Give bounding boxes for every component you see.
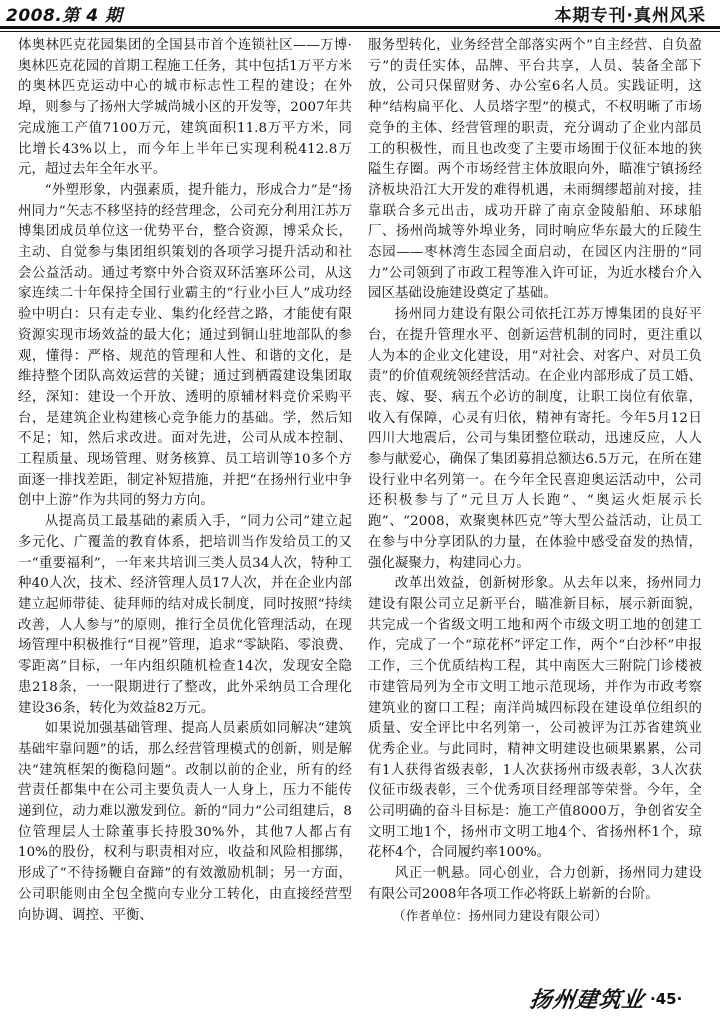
page-number: ·45·	[650, 990, 683, 1008]
article-paragraph: 风正一帆悬。同心创业，合力创新，扬州同力建设有限公司2008年各项工作必将跃上崭新的台阶。	[368, 866, 702, 902]
issue-label: 2008.第 4 期	[6, 5, 123, 26]
article-column-left	[18, 36, 352, 976]
section-title: 本期专刊·真州风采	[554, 5, 706, 26]
header-rule-thin	[0, 31, 720, 32]
article-paragraph: “外塑形象，内强素质，提升能力，形成合力”是“扬州同力”矢志不移坚持的经营理念，公司充分利用江苏万博集团成员单位这一优势平台，整合资源，博采众长，主动、自觉参与集团组织策划的各项学习提升活动和社会公益活动。通过考察中外合资双环活塞环公司，从这家连续二十年保持全国行业霸主的“行业小巨人”成功经验中明白：只有走专业、集约化经营之路，才能使有限资源实现市场效益的最大化；通过到铜山驻地部队的参观，懂得：严格、规范的管理和人性、和谐的文化，是维持整个团队高效运营的关键；通过到栖霞建设集团取经，深知：建设一个开放、透明的原辅材料竞价采购平台，是建筑企业构建核心竞争能力的基础。学，然后知不足；知，然后求改进。面对先进，公司从成本控制、工程质量、现场管理、财务核算、员工培训等10多个方面逐一排找差距，制定补短措施，并把“在扬州行业中争创中上游”作为共同的努力方向。	[18, 182, 352, 509]
magazine-logo: 扬州建筑业	[527, 987, 647, 1013]
page-header	[0, 0, 720, 26]
header-rule-thick	[0, 26, 720, 29]
article-paragraph: 扬州同力建设有限公司依托江苏万博集团的良好平台，在提升管理水平、创新运营机制的同时，更注重以人为本的企业文化建设，用“对社会、对客户、对员工负责”的价值观统领经营活动。在企业内部形成了员工婚、丧、嫁、娶、病五个必访的制度，让职工岗位有依靠，收入有保障，心灵有归依，精神有寄托。今年5月12日四川大地震后，公司与集团整位联动，迅速反应，人人参与献爱心，确保了集团募捐总额达6.5万元，在所在建设行业中名列第一。在今年全民喜迎奥运活动中，公司还积极参与了“元旦万人长跑”、“奥运火炬展示长跑”、“2008，欢聚奥林匹克”等大型公益活动，让员工在参与中分享团队的力量，在体验中感受奋发的热情，强化凝聚力，构建同心力。	[368, 307, 702, 571]
article-column-right	[368, 36, 702, 976]
article-paragraph: 服务型转化，业务经营全部落实两个“自主经营、自负盈亏”的责任实体，品牌、平台共享，人员、装备全部下放，公司只保留财务、办公室6名人员。实践证明，这种“结构扁平化、人员塔字型”的模式，不权明晰了市场竞争的主体、经营管理的职责，充分调动了企业内部员工的积极性，而且也改变了主要市场囿于仪征本地的狭隘生存圈。两个市场经营主体放眼向外，瞄准宁镇扬经济板块沿江大开发的难得机遇，未雨绸缪超前对接，挂靠联合多元出击，成功开辟了南京金陵船舶、环球船厂、扬州尚城等外埠业务，同时响应华东最大的丘陵生态园——枣林湾生态园全面启动，在园区内注册的“同力”公司领到了市政工程等准入许可证，为近水楼台介入园区基础设施建设奠定了基础。	[368, 38, 702, 302]
article-paragraph: 体奥林匹克花园集团的全国县市首个连锁社区——万博·奥林匹克花园的首期工程施工任务，其中包括1万平方米的奥林匹克运动中心的城市标志性工程的建设；在外埠，则参与了扬州大学城尚城小区的开发等，2007年共完成施工产值7100万元，建筑面积11.8万平方米，同比增长43%以上，而今年上半年已实现利税412.8万元，超过去年全年水平。	[18, 38, 352, 178]
article-paragraph: 从提高员工最基础的素质入手，“同力公司”建立起多元化、广覆盖的教育体系，把培训当作发给员工的又一“重要福利”，一年来共培训三类人员34人次，特种工种40人次，技术、经济管理人员17人次，并在企业内部建立起师带徒、徒拜师的结对成长制度，同时按照“持续改善，人人参与”的原则，推行全员优化管理活动，在现场管理中积极推行“目视”管理，追求“零缺陷、零浪费、零距离”目标，一年内组织随机检查14次，发现安全隐患218条，一一限期进行了整改，此外采纳员工合理化建设36条，转化为效益82万元。	[18, 514, 352, 716]
article-paragraph: 改革出效益，创新树形象。从去年以来，扬州同力建设有限公司立足新平台，瞄准新目标，展示新面貌，共完成一个省级文明工地和两个市级文明工地的创建工作，完成了一个“琼花杯”评定工作，两个“白沙杯”申报工作，三个优质结构工程，其中南医大三附院门诊楼被市建管局列为全市文明工地示范现场，并作为市政考察建筑业的窗口工程；南洋尚城四标段在建设单位组织的质量、安全评比中名列第一，公司被评为江苏省建筑业优秀企业。与此同时，精神文明建设也硕果累累，公司有1人获得省级表彰，1人次获扬州市级表彰，3人次获仪征市级表彰，三个优秀项目经理部等荣誉。今年，全公司明确的奋斗目标是：施工产值8000万，争创省安全文明工地1个，扬州市文明工地4个、省扬州杯1个，琼花杯4个，合同履约率100%。	[368, 576, 702, 861]
author-affiliation: （作者单位：扬州同力建设有限公司）	[393, 907, 608, 923]
article-paragraph: 如果说加强基础管理、提高人员素质如同解决“建筑基础牢靠问题”的话，那么经营管理模式的创新，则是解决“建筑框架的衡稳问题”。改制以前的企业，所有的经营责任都集中在公司主要负责人一人身上，压力不能传递到位，动力难以激发到位。新的“同力”公司组建后，8位管理层人士除董事长持股30%外，其他7人都占有10%的股份，权利与职责相对应，收益和风险相挪绑，形成了“不待扬鞭自奋蹄”的有效激励机制；另一方面，公司职能则由全包全揽向专业分工转化，由直接经营型向协调、调控、平衡、	[18, 721, 352, 923]
